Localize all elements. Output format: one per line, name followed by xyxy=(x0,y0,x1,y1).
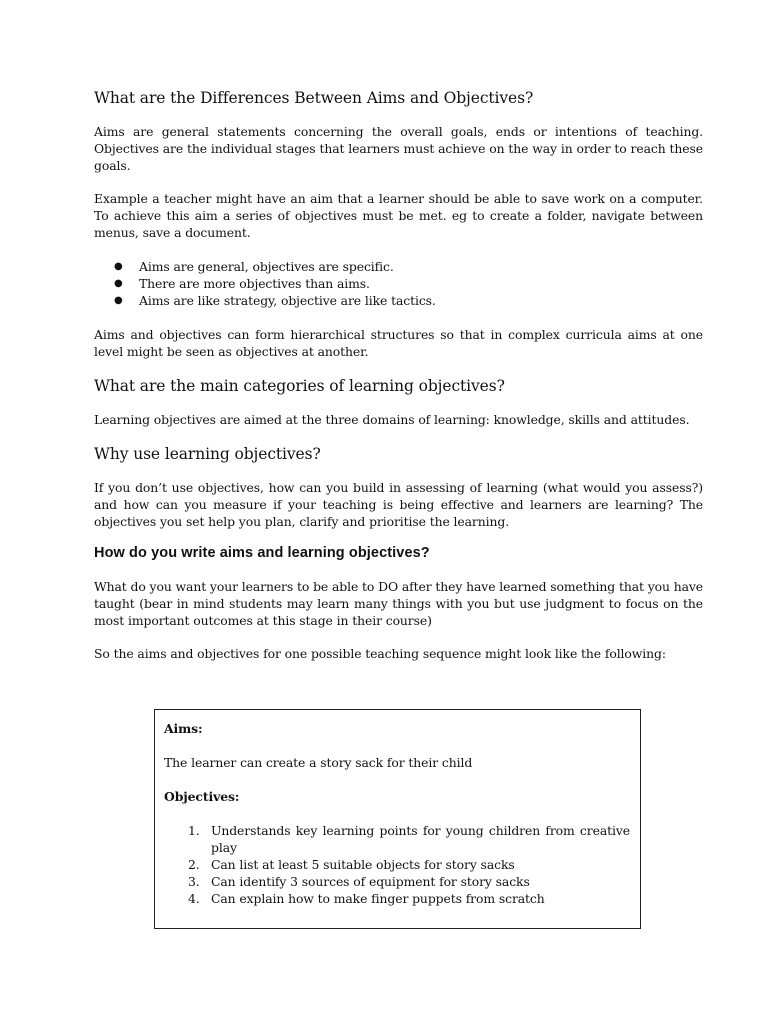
list-item xyxy=(188,856,630,873)
list-item xyxy=(188,873,630,890)
list-item xyxy=(114,258,703,275)
list-item-text: Can list at least 5 suitable objects for story sacks xyxy=(211,857,515,872)
list-number: 3. xyxy=(188,874,200,889)
paragraph-hierarchy: Aims and objectives can form hierarchical structures so that in complex curricula aims at one level might be seen as objectives at another. xyxy=(94,327,703,359)
document-body xyxy=(94,88,703,662)
heading-categories: What are the main categories of learning objectives? xyxy=(94,377,505,395)
heading-why-use: Why use learning objectives? xyxy=(94,445,321,463)
objectives-label: Objectives: xyxy=(164,789,240,804)
paragraph-domains: Learning objectives are aimed at the three domains of learning: knowledge, skills and attitudes. xyxy=(94,412,690,427)
aim-text: The learner can create a story sack for their child xyxy=(164,755,473,770)
list-item-text: Can explain how to make finger puppets from scratch xyxy=(211,891,545,906)
objectives-list xyxy=(164,822,630,907)
bullet-list xyxy=(94,258,703,309)
list-number: 4. xyxy=(188,891,200,906)
list-item-text: Aims are general, objectives are specific. xyxy=(139,259,394,274)
paragraph-why-use: If you don’t use objectives, how can you build in assessing of learning (what would you assess?) and how can you measure if your teaching is being effective and learners are learning? The objectives you set help you plan, clarify and prioritise the learning. xyxy=(94,480,703,529)
list-number: 1. xyxy=(188,823,200,838)
list-item xyxy=(114,275,703,292)
list-item xyxy=(114,292,703,309)
paragraph-what-do: What do you want your learners to be able to DO after they have learned something that you have taught (bear in mind students may learn many things with you but use judgment to focus on the most important outcomes at this stage in their course) xyxy=(94,579,703,628)
aims-label: Aims: xyxy=(164,721,203,736)
heading-aims-vs-objectives: What are the Differences Between Aims and Objectives? xyxy=(94,89,534,107)
list-item-text: Aims are like strategy, objective are like tactics. xyxy=(139,293,436,308)
paragraph-teaching-sequence: So the aims and objectives for one possible teaching sequence might look like the following: xyxy=(94,646,666,661)
bullet-icon: ● xyxy=(114,295,123,306)
list-item-text: There are more objectives than aims. xyxy=(139,276,370,291)
heading-how-write: How do you write aims and learning objectives? xyxy=(94,545,430,561)
list-number: 2. xyxy=(188,857,200,872)
paragraph-aims-definition: Aims are general statements concerning the overall goals, ends or intentions of teaching. Objectives are the individual stages that learners must achieve on the way in order to reach these goals. xyxy=(94,124,703,173)
bullet-icon: ● xyxy=(114,278,123,289)
bullet-icon: ● xyxy=(114,261,123,272)
list-item-text: Understands key learning points for young children from creative play xyxy=(211,823,630,855)
list-item xyxy=(188,822,630,856)
paragraph-example: Example a teacher might have an aim that a learner should be able to save work on a computer. To achieve this aim a series of objectives must be met. eg to create a folder, navigate between menus, save a document. xyxy=(94,191,703,240)
list-item-text: Can identify 3 sources of equipment for story sacks xyxy=(211,874,530,889)
list-item xyxy=(188,890,630,907)
aims-objectives-box xyxy=(154,709,641,929)
